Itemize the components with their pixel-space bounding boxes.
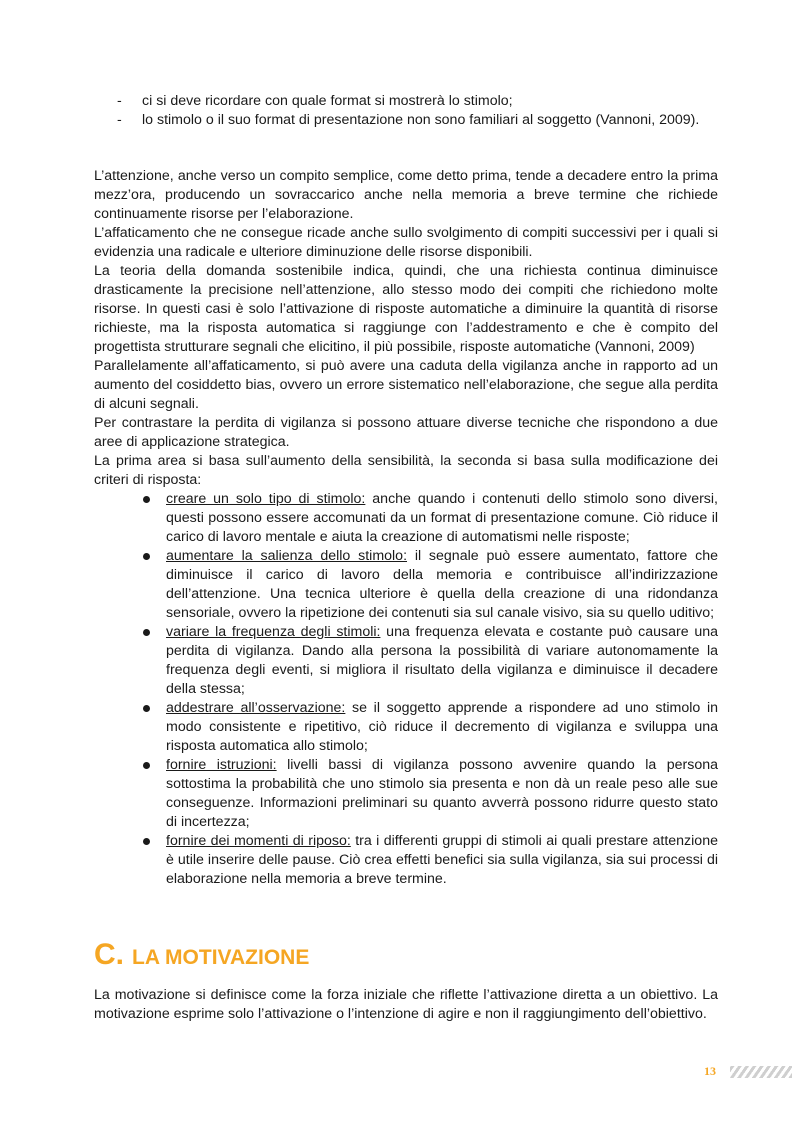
- bullet-item: [142, 547, 718, 623]
- bullet-item: [142, 623, 718, 699]
- paragraph: L’affaticamento che ne consegue ricade anche sullo svolgimento di compiti successivi per i quali si evidenzia una radicale e ulteriore diminuzione delle risorse disponibili.: [94, 225, 718, 260]
- vigilance-techniques-list: [142, 490, 718, 889]
- bullet-text: se il soggetto apprende a rispondere ad uno stimolo in modo consistente e ripetitivo, ciò riduce il decremento di vigilanza e sviluppa una risposta automatica allo stimolo;: [166, 700, 718, 754]
- bullet-text: una frequenza elevata e costante può causare una perdita di vigilanza. Dando alla persona la possibilità di variare autonomamente la frequenza degli eventi, si migliora il risultato della vigilanza e diminuisce il decadere della stessa;: [166, 624, 718, 697]
- bullet-text: il segnale può essere aumentato, fattore che diminuisce il carico di lavoro della memoria e contribuisce all’indirizzazione dell’attenzione. Una tecnica ulteriore è quella della creazione di una ridondanza sensoriale, ovvero la ripetizione dei contenuti sia sul canale visivo, sia su quello uditivo;: [166, 548, 719, 621]
- paragraph: Parallelamente all’affaticamento, si può avere una caduta della vigilanza anche in rapporto ad un aumento del cosiddetto bias, ovvero un errore sistematico nell’elaborazione, che segue alla perdita di alcuni segnali.: [94, 358, 718, 412]
- list-item: - ci si deve ricordare con quale format si mostrerà lo stimolo;: [117, 93, 513, 109]
- page-footer: [704, 1062, 792, 1081]
- section-title: LA MOTIVAZIONE: [132, 946, 310, 969]
- paragraph: La teoria della domanda sostenibile indica, quindi, che una richiesta continua diminuisce drasticamente la precisione nell’attenzione, allo stesso modo dei compiti che richiedono molte risorse. In questi casi è solo l’attivazione di risposte automatiche a diminuire la quantità di risorse richieste, ma la risposta automatica si raggiunge con l’addestramento e che è compito del progettista strutturare segnali che elicitino, il più possibile, risposte automatiche (Vannoni, 2009): [94, 263, 718, 355]
- bullet-term: creare un solo tipo di stimolo:: [166, 491, 366, 507]
- bullet-term: fornire istruzioni:: [166, 757, 277, 773]
- closing-paragraph: La motivazione si definisce come la forza iniziale che riflette l’attivazione diretta a un obiettivo. La motivazione esprime solo l’attivazione o l’intenzione di agire e non il raggiungimento dell’obiettivo.: [94, 987, 718, 1022]
- list-item-text: lo stimolo o il suo format di presentazione non sono familiari al soggetto (Vannoni, 2009).: [142, 112, 700, 128]
- bullet-icon: [143, 629, 150, 636]
- bullet-term: aumentare la salienza dello stimolo:: [166, 548, 408, 564]
- bullet-term: addestrare all’osservazione:: [166, 700, 346, 716]
- page-body: [94, 92, 718, 889]
- paragraph: La prima area si basa sull’aumento della sensibilità, la seconda si basa sulla modificazione dei criteri di risposta:: [94, 453, 718, 488]
- bullet-icon: [143, 705, 150, 712]
- section-heading: [94, 938, 718, 975]
- bullet-text: livelli bassi di vigilanza possono avvenire quando la persona sottostima la probabilità che uno stimolo sia presenta e non dà un reale peso alle sue conseguenze. Informazioni preliminari su quanto avverrà possono ridurre questo stato di incertezza;: [166, 757, 718, 830]
- bullet-icon: [143, 838, 150, 845]
- list-item: - lo stimolo o il suo format di presentazione non sono familiari al soggetto (Vannoni, 2009).: [117, 112, 700, 128]
- bullet-icon: [143, 496, 150, 503]
- hatch-decoration-icon: [730, 1066, 792, 1078]
- bullet-icon: [143, 553, 150, 560]
- bullet-text: tra i differenti gruppi di stimoli ai quali prestare attenzione è utile inserire delle pause. Ciò crea effetti benefici sia sulla vigilanza, sia sui processi di elaborazione nella memoria a breve termine.: [166, 833, 718, 887]
- paragraph: L’attenzione, anche verso un compito semplice, come detto prima, tende a decadere entro la prima mezz’ora, producendo un sovraccarico anche nella memoria a breve termine che richiede continuamente risorse per l’elaborazione.: [94, 168, 718, 222]
- page-number: 13: [704, 1064, 716, 1078]
- bullet-item: [142, 756, 718, 832]
- top-dash-list: [94, 92, 718, 130]
- bullet-text: anche quando i contenuti dello stimolo sono diversi, questi possono essere accomunati da un format di presentazione comune. Ciò riduce il carico di lavoro mentale e aiuta la creazione di automatismi nelle risposte;: [166, 491, 718, 545]
- bullet-item: [142, 699, 718, 756]
- bullet-item: [142, 490, 718, 547]
- bullet-item: [142, 832, 718, 889]
- bullet-term: fornire dei momenti di riposo:: [166, 833, 351, 849]
- paragraph: Per contrastare la perdita di vigilanza si possono attuare diverse tecniche che rispondono a due aree di applicazione strategica.: [94, 415, 718, 450]
- section-letter: C.: [94, 938, 124, 971]
- bullet-icon: [143, 762, 150, 769]
- list-item-text: ci si deve ricordare con quale format si mostrerà lo stimolo;: [142, 93, 513, 109]
- bullet-term: variare la frequenza degli stimoli:: [166, 624, 381, 640]
